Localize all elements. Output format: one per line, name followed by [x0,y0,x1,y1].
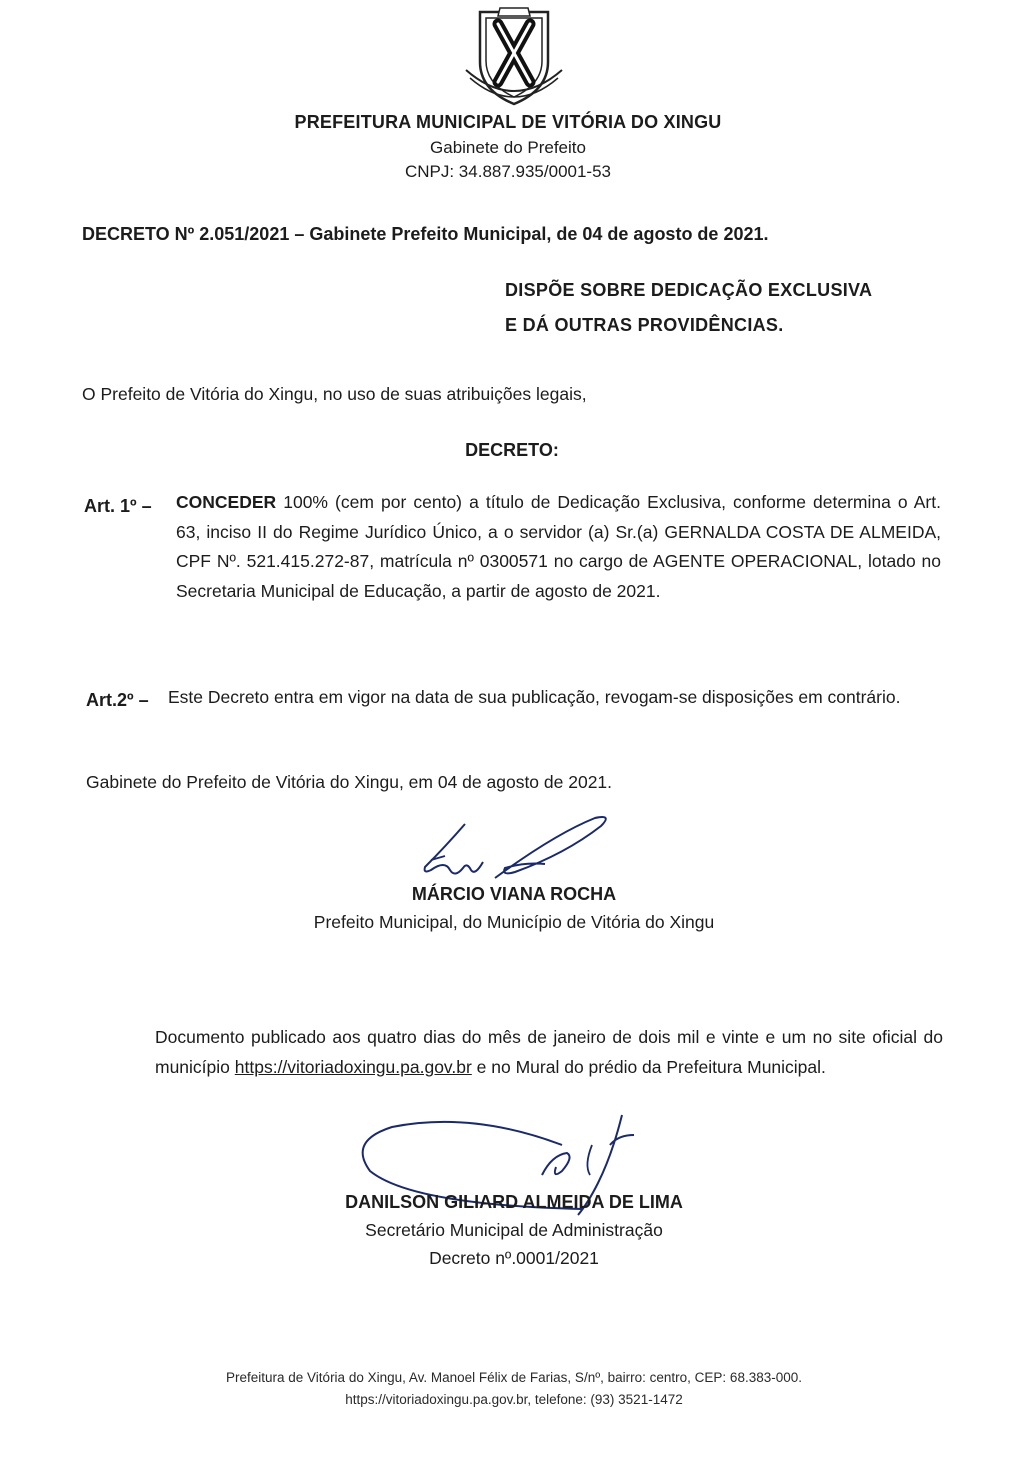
article-1-label: Art. 1º – [84,496,152,516]
signer-2-decree-ref: Decreto nº.0001/2021 [429,1248,599,1268]
signer-2-name: DANILSON GILIARD ALMEIDA DE LIMA [345,1192,683,1212]
signer-2-role: Secretário Municipal de Administração [365,1220,663,1240]
closing-place-date: Gabinete do Prefeito de Vitória do Xingu, em 04 de agosto de 2021. [86,772,613,792]
preamble: O Prefeito de Vitória do Xingu, no uso de suas atribuições legais, [82,384,587,404]
decree-heading: DECRETO Nº 2.051/2021 – Gabinete Prefeito Municipal, de 04 de agosto de 2021. [82,224,769,244]
publication-note [155,1023,943,1082]
mayor-signature [405,812,620,892]
ementa-line-2: E DÁ OUTRAS PROVIDÊNCIAS. [505,315,784,335]
decreto-label: DECRETO: [465,440,559,460]
publication-text-before: Documento publicado aos quatro dias do mês de janeiro de dois mil e vinte e um no site oficial do município [155,1027,943,1077]
signer-1-name: MÁRCIO VIANA ROCHA [411,884,617,904]
footer-contact: https://vitoriadoxingu.pa.gov.br, telefone: (93) 3521-1472 [345,1392,683,1407]
municipal-seal-logo [460,4,568,108]
org-office: Gabinete do Prefeito [430,138,586,157]
publication-url-link[interactable]: https://vitoriadoxingu.pa.gov.br [234,1056,472,1077]
article-2-text: Este Decreto entra em vigor na data de sua publicação, revogam-se disposições em contrário. [168,687,901,707]
publication-text-after: e no Mural do prédio da Prefeitura Municipal. [471,1056,826,1077]
footer-address: Prefeitura de Vitória do Xingu, Av. Manoel Félix de Farias, S/nº, bairro: centro, CEP: 68.383-000. [226,1370,802,1385]
article-1-text [176,488,941,606]
ementa-line-1: DISPÕE SOBRE DEDICAÇÃO EXCLUSIVA [505,280,873,300]
article-1-body: 100% (cem por cento) a título de Dedicação Exclusiva, conforme determina o Art. 63, inciso II do Regime Jurídico Único, a o servidor (a) Sr.(a) GERNALDA COSTA DE ALMEIDA, CPF Nº. 521.415.272-87, matrícula nº 0300571 no cargo de AGENTE OPERACIONAL, lotado no Secretaria Municipal de Educação, a partir de agosto de 2021. [176,492,941,601]
signer-1-role: Prefeito Municipal, do Município de Vitória do Xingu [313,912,715,932]
org-title: PREFEITURA MUNICIPAL DE VITÓRIA DO XINGU [294,112,722,132]
article-2-label: Art.2º – [86,690,149,710]
article-1-keyword: CONCEDER [176,492,277,512]
org-cnpj: CNPJ: 34.887.935/0001-53 [404,162,612,181]
